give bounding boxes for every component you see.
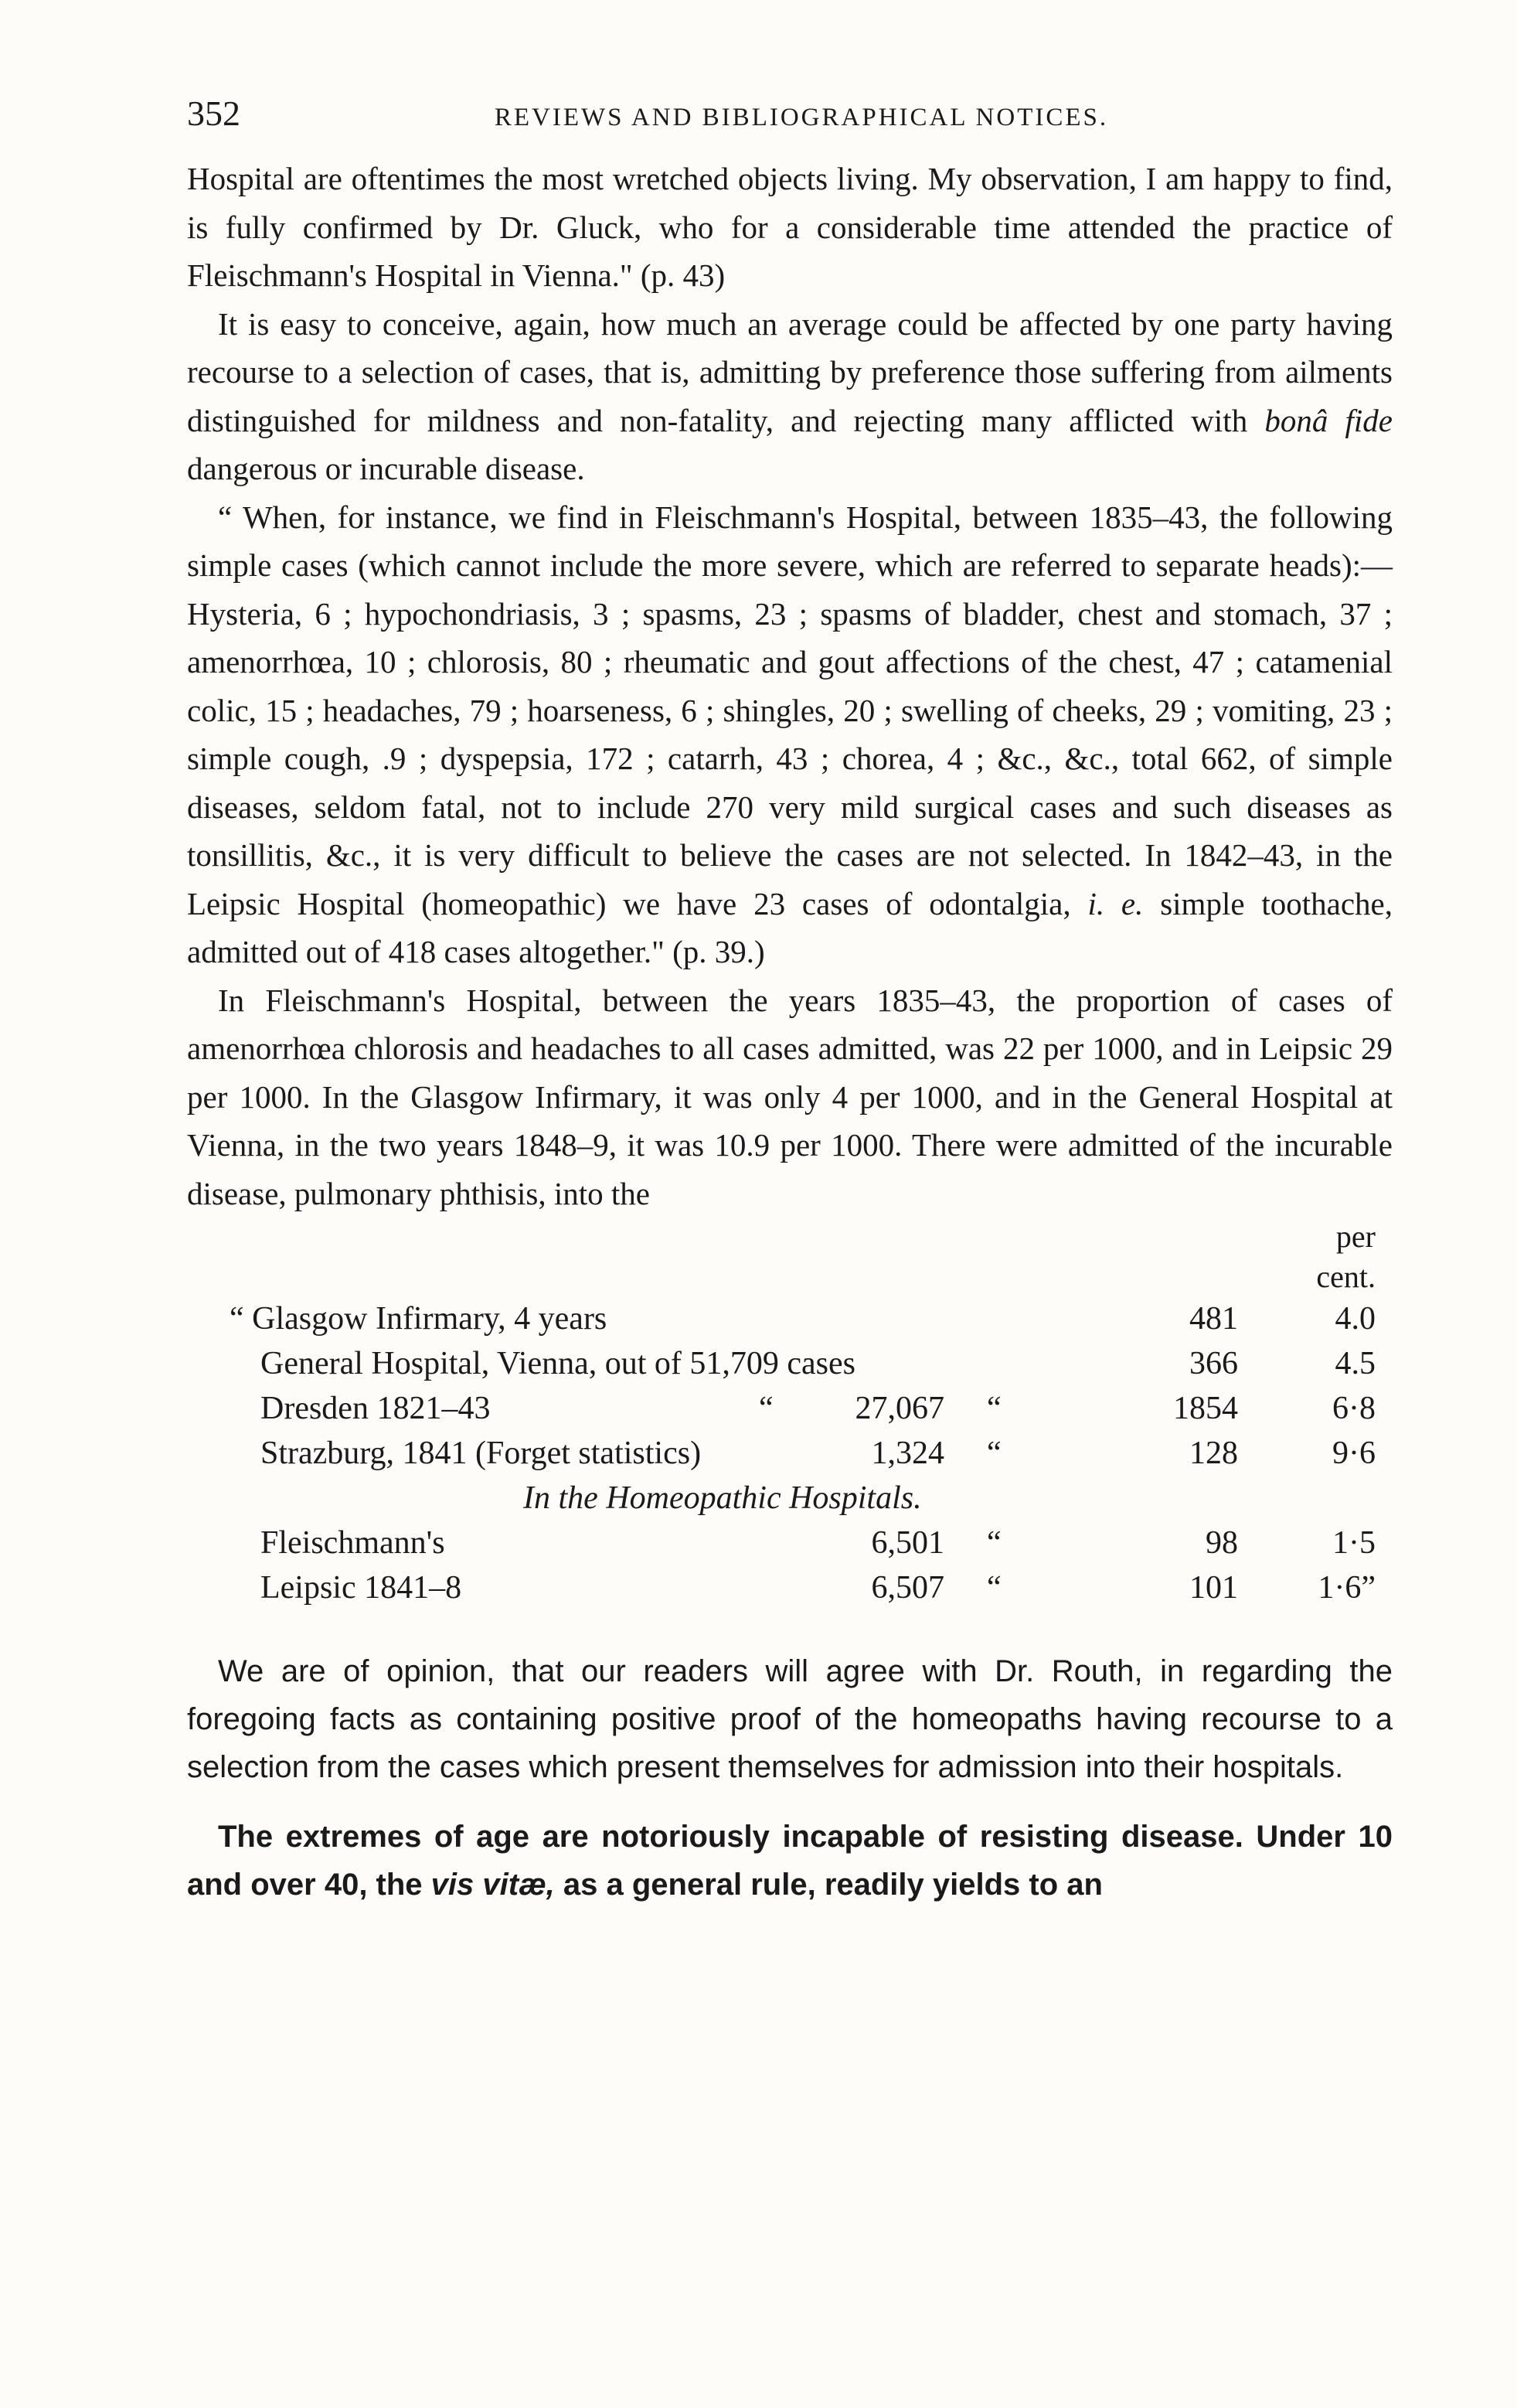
page-number: 352 (187, 94, 240, 133)
table-cell-cases: 481 (1189, 1301, 1238, 1337)
table-header-row (187, 1218, 1393, 1258)
table-cell-cases: 128 (1189, 1436, 1238, 1471)
table-cell-percent: 6·8 (1332, 1391, 1376, 1426)
paragraph-2-end: dangerous or incurable disease. (187, 451, 585, 486)
table-cell-name: Leipsic 1841–8 (260, 1570, 462, 1606)
table-section-row (187, 1476, 1393, 1521)
paragraph-3-text: “ When, for instance, we find in Fleischmann's Hospital, between 1835–43, the following simple cases (which cannot include the more severe, which are referred to separate heads):—Hysteria, 6 ; hypochondriasis, 3 ; spasms, 23 ; spasms of bladder, chest and stomach, 37 ; amenorrhœa, 10 ; chlorosis, 80 ; rheumatic and gout affections of the chest, 47 ; catamenial colic, 15 ; headaches, 79 ; hoarseness, 6 ; shingles, 20 ; swelling of cheeks, 29 ; vomiting, 23 ; simple cough, .9 ; dyspepsia, 172 ; catarrh, 43 ; chorea, 4 ; &c., &c., total 662, of simple diseases, seldom fatal, not to include 270 very mild surgical cases and such diseases as tonsillitis, &c., it is very difficult to believe the cases are not selected. In 1842–43, in the Leipsic Hospital (homeopathic) we have 23 cases of odontalgia, (187, 499, 1393, 921)
table-cell-name: Fleischmann's (260, 1525, 445, 1561)
table-cell-name: General Hospital, Vienna, out of 51,709 cases (260, 1346, 856, 1381)
table-cell-cases: 1854 (1173, 1391, 1238, 1426)
paragraph-2-italic: bonâ fide (1264, 402, 1393, 438)
table-row (187, 1521, 1393, 1565)
table-row (187, 1341, 1393, 1386)
spacer (187, 1610, 1393, 1647)
closing-paragraph-2-text: The extremes of age are notoriously incapable of resisting disease. Under 10 and over 40, the (187, 1820, 1393, 1902)
table-cell-cases: 101 (1189, 1570, 1238, 1606)
phthisis-table (187, 1218, 1393, 1610)
page (187, 93, 1393, 1909)
paragraph-3 (187, 493, 1393, 976)
table-cell-name: Dresden 1821–43 (260, 1391, 491, 1426)
closing-paragraph-1: We are of opinion, that our readers will agree with Dr. Routh, in regarding the foregoing facts as containing positive proof of the homeopaths having recourse to a selection from the cases which present themselves for admission into their hospitals. (187, 1654, 1393, 1784)
paragraph-4: In Fleischmann's Hospital, between the years 1835–43, the proportion of cases of amenorrhœa chlorosis and headaches to all cases admitted, was 22 per 1000, and in Leipsic 29 per 1000. In the Glasgow Infirmary, it was only 4 per 1000, and in the General Hospital at Vienna, in the two years 1848–9, it was 10.9 per 1000. There were admitted of the incurable disease, pulmonary phthisis, into the (187, 982, 1393, 1211)
running-title: REVIEWS AND BIBLIOGRAPHICAL NOTICES. (494, 104, 1109, 131)
paragraph-3-end: simple toothache, admitted out of 418 cases altogether." (p. 39.) (187, 885, 1393, 969)
spacer (187, 1791, 1393, 1813)
closing-paragraph-2-end: as a general rule, readily yields to an (554, 1868, 1103, 1902)
paragraph-2 (187, 300, 1393, 493)
table-header-row (187, 1258, 1393, 1296)
table-cell-ditto: “ (759, 1391, 774, 1426)
table-cell-percent: 9·6 (1332, 1436, 1376, 1471)
table-cell-percent: 4.0 (1335, 1301, 1376, 1337)
table-cell-ditto: “ (987, 1436, 1002, 1471)
table-cell-name: “ Glasgow Infirmary, 4 years (230, 1301, 607, 1337)
paragraph-2-text: It is easy to conceive, again, how much an average could be affected by one party having recourse to a selection of cases, that is, admitting by preference those suffering from ailments distinguished for mildness and non-fatality, and rejecting many afflicted with (187, 305, 1393, 438)
closing-paragraph-2-italic: vis vitæ, (430, 1868, 555, 1902)
table-section-heading: In the Homeopathic Hospitals. (523, 1480, 922, 1516)
table-row (187, 1431, 1393, 1476)
table-row (187, 1386, 1393, 1431)
table-cell-cases: 366 (1189, 1346, 1238, 1381)
paragraph-3-italic: i. e. (1087, 885, 1144, 921)
table-cell-percent: 4.5 (1335, 1346, 1376, 1381)
table-cell-ditto: “ (987, 1525, 1002, 1561)
table-cell-percent: 1·6” (1318, 1570, 1376, 1606)
table-row (187, 1565, 1393, 1610)
table-cell-percent: 1·5 (1332, 1525, 1376, 1561)
percent-header-line1: per (1335, 1219, 1376, 1254)
table-cell-ditto: “ (987, 1391, 1002, 1426)
paragraph-1: Hospital are oftentimes the most wretched objects living. My observation, I am happy to find, is fully confirmed by Dr. Gluck, who for a considerable time attended the practice of Fleischmann's Hospital in Vienna." (p. 43) (187, 161, 1393, 293)
percent-header-line2: cent. (1316, 1259, 1376, 1294)
closing-paragraph-2 (187, 1813, 1393, 1909)
running-head (187, 93, 1393, 155)
table-cell-name: Strazburg, 1841 (Forget statistics) (260, 1436, 702, 1471)
table-cell-total: 6,507 (871, 1570, 944, 1606)
table-cell-ditto: “ (987, 1570, 1002, 1606)
table-cell-cases: 98 (1206, 1525, 1238, 1561)
table-cell-total: 6,501 (871, 1525, 944, 1561)
table-row (187, 1296, 1393, 1341)
table-cell-total: 1,324 (871, 1436, 944, 1471)
table-cell-total: 27,067 (855, 1391, 944, 1426)
